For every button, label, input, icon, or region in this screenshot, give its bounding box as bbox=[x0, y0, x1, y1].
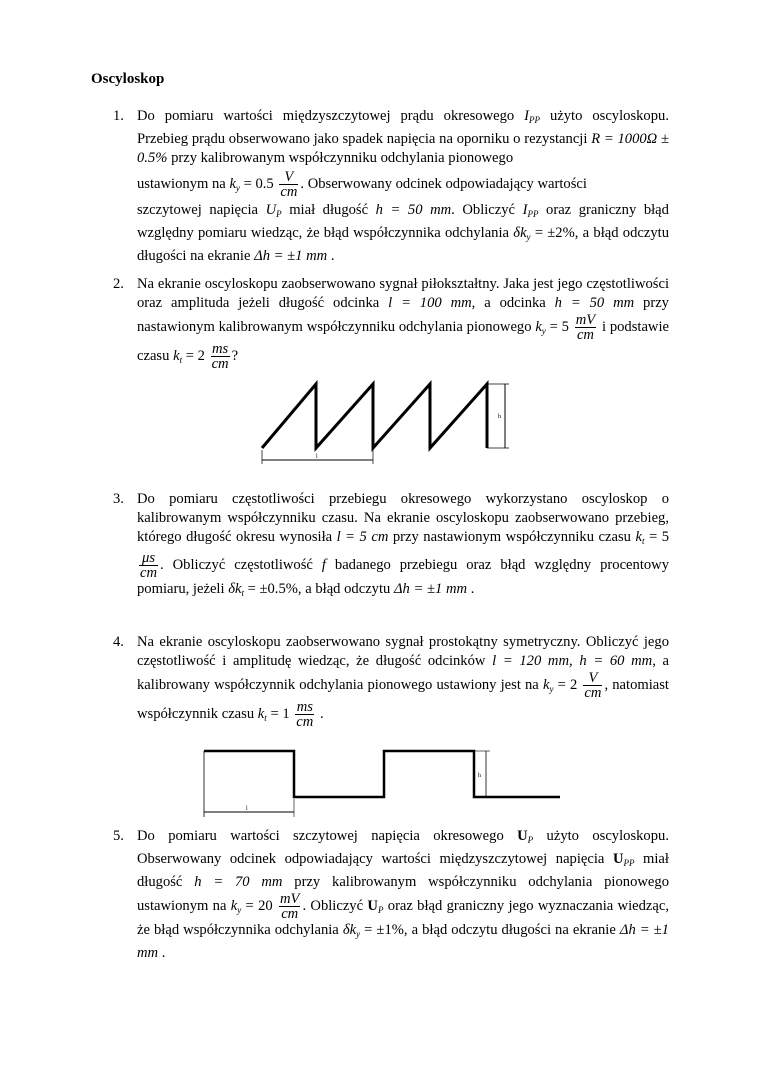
fraction: $\frac{ms}{cm}$ bbox=[296, 699, 314, 730]
square-wave-line bbox=[204, 751, 560, 797]
label-l: l bbox=[316, 454, 318, 460]
page-title: Oscyloskop bbox=[91, 71, 165, 87]
problem-text: Na ekranie oscyloskopu zaobserwowano sygnał piłokształtny. Jaka jest jego częstotliwości oraz amplituda jeżeli długość odcinka l = 100 mm, a odcinka h = 50 mm przy nastawionym kalibrowanym współczynniku odchylania pionowego $k_y = 5$ $\frac{mV}{cm}$ i podstawie czasu $k_t = 2$ $\frac{ms}{cm}$ ? bbox=[137, 276, 669, 372]
problem-number: 1. bbox=[113, 108, 124, 124]
problem-number: 2. bbox=[113, 276, 124, 292]
problem-number: 5. bbox=[113, 828, 124, 844]
label-h: h bbox=[478, 773, 481, 779]
sawtooth-line bbox=[262, 384, 487, 448]
problem-3 bbox=[113, 490, 669, 603]
problem-number: 3. bbox=[113, 491, 124, 507]
fraction: $\frac{mV}{cm}$ bbox=[279, 891, 300, 922]
fraction: $\frac{V}{cm}$ bbox=[584, 670, 602, 701]
fraction: $\frac{ms}{cm}$ bbox=[211, 341, 229, 372]
problem-1 bbox=[113, 107, 669, 266]
label-l: l bbox=[246, 806, 248, 812]
label-h: h bbox=[498, 414, 501, 420]
problem-5 bbox=[113, 827, 669, 963]
problem-text: Na ekranie oscyloskopu zaobserwowano sygnał prostokątny symetryczny. Obliczyć jego częstotliwość i amplitudę wiedząc, że długość odcinków l = 120 mm, h = 60 mm, a kalibrowany współczynnik odchylania pionowego ustawiony jest na $k_y = 2$ $\frac{V}{cm}$ , natomiast współczynnik czasu $k_t = 1$ $\frac{ms}{cm}$ . bbox=[137, 634, 670, 730]
fraction: $\frac{\mu s}{cm}$ bbox=[140, 550, 158, 581]
problem-4 bbox=[113, 633, 669, 729]
problem-text: Do pomiaru wartości międzyszczytowej prądu okresowego $I_{PP}$ użyto oscyloskopu. Przebieg prądu obserwowano jako spadek napięcia na oporniku o rezystancji R = 1000Ω ± 0.5% przy kalibrowanym współczynniku odchylania pionowego ustawionym na $k_y = 0.5$ $\frac{V}{cm}$ . Obserwowany odcinek odpowiadający wartości szczytowej napięcia $U_P$ miał długość h = 50 mm. Obliczyć $I_{PP}$ oraz graniczny błąd względny pomiaru wiedząc, że błąd współczynnika odchylania $\delta k_y = \pm 2\%$, a błąd odczytu długości na ekranie Δh = ±1 mm . bbox=[137, 108, 669, 264]
fraction: $\frac{V}{cm}$ bbox=[280, 169, 298, 200]
problem-2 bbox=[113, 275, 669, 371]
problem-text: Do pomiaru częstotliwości przebiegu okresowego wykorzystano oscyloskop o kalibrowanym współczynniku czasu. Na ekranie oscyloskopu zaobserwowano przebieg, którego długość okresu wynosiła l = 5 cm przy nastawionym współczynniku czasu $k_t = 5$ $\frac{\mu s}{cm}$ . Obliczyć częstotliwość f badanego przebiegu oraz błąd względny procentowy pomiaru, jeżeli $\delta k_t = \pm 0.5\%$, a błąd odczytu Δh = ±1 mm . bbox=[137, 491, 670, 598]
problem-number: 4. bbox=[113, 634, 124, 650]
sawtooth-waveform-figure bbox=[255, 378, 520, 470]
problem-text: Do pomiaru wartości szczytowej napięcia okresowego $U_P$ użyto oscyloskopu. Obserwowany odcinek odpowiadający wartości międzyszczytowej napięcia $U_{PP}$ miał długość h = 70 mm przy kalibrowanym współczynniku odchylania pionowego ustawionym na $k_y = 20$ $\frac{mV}{cm}$ . Obliczyć $U_P$ oraz błąd graniczny jego wyznaczania wiedząc, że błąd współczynnika odchylania $\delta k_y = \pm 1\%$, a błąd odczytu długości na ekranie Δh = ±1 mm . bbox=[137, 828, 669, 961]
square-waveform-figure bbox=[198, 745, 566, 820]
fraction: $\frac{mV}{cm}$ bbox=[575, 312, 596, 343]
